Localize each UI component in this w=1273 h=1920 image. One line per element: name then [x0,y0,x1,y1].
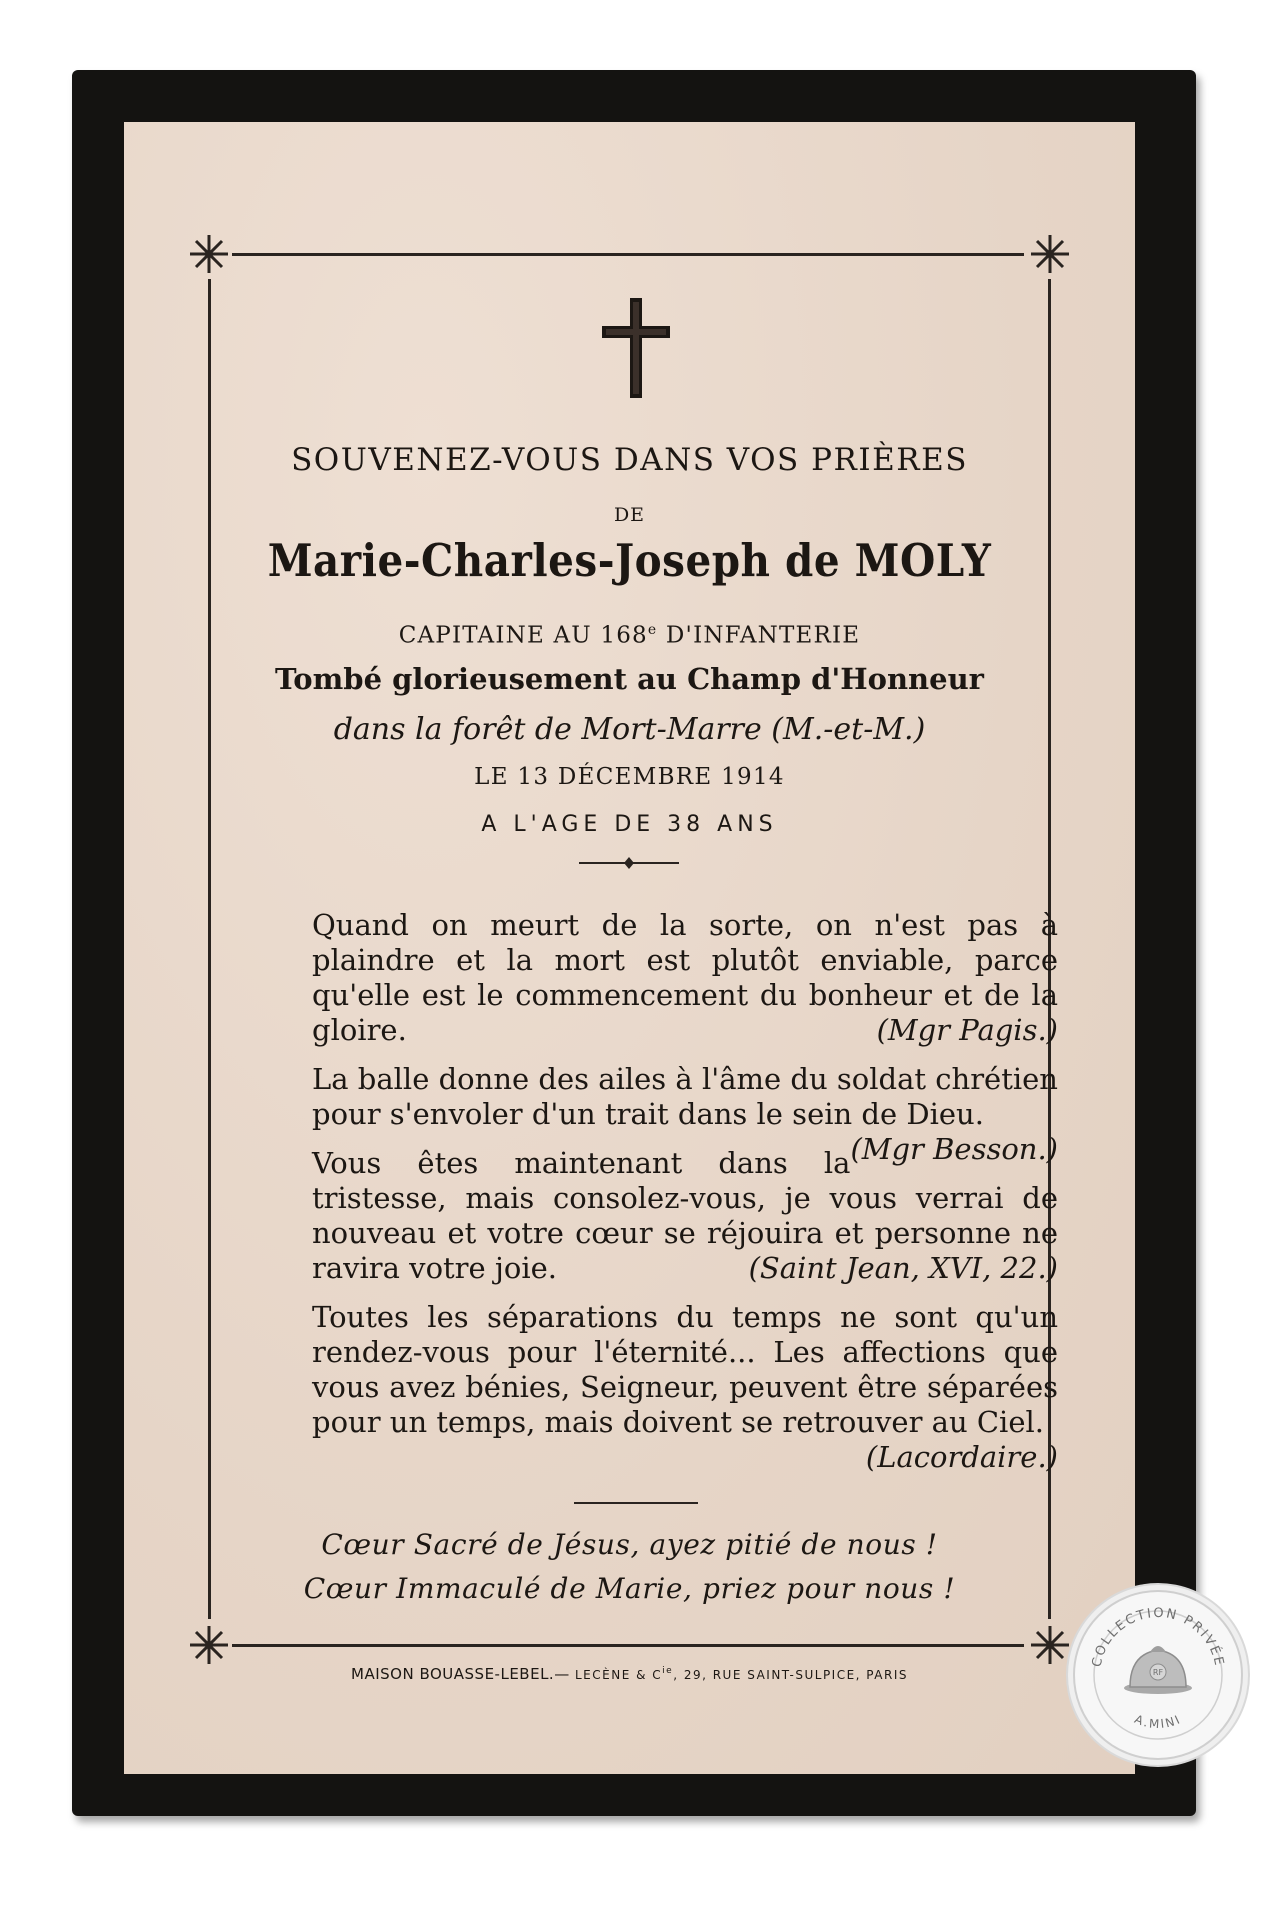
publisher-address-sup: ie [662,1666,674,1676]
helmet-text: RF [1152,1668,1164,1677]
quote-3 [312,1146,1058,1286]
quote-4 [312,1300,1058,1474]
rank-suffix: D'INFANTERIE [657,622,861,649]
quote-text: Quand on meurt de la sorte, on n'est pas à plaindre et la mort est plutôt enviable, parce qu'elle est le commencement du bonheur et de la gloire. [312,908,1058,1047]
remember-heading: SOUVENEZ-VOUS DANS VOS PRIÈRES [291,442,968,478]
quote-block [312,908,1058,1475]
quote-text: La balle donne des ailes à l'âme du soldat chrétien pour s'envoler d'un trait dans le sein de Dieu. [312,1062,1058,1131]
svg-text:A.MINI [1132,1712,1183,1731]
place-line: dans la forêt de Mort-Marre (M.-et-M.) [333,712,926,747]
age-line: A L'AGE DE 38 ANS [481,812,778,837]
quote-2 [312,1062,1058,1166]
publisher-address-suffix: , 29, RUE SAINT-SULPICE, PARIS [673,1668,908,1682]
seal-bottom-text: A.MINI [1132,1711,1184,1732]
date-line: LE 13 DÉCEMBRE 1914 [474,764,785,790]
seal-top-text: COLLECTION PRIVÉE [1089,1605,1227,1669]
quote-source: (Saint Jean, XVI, 22.) [748,1251,1058,1285]
cross-icon [596,294,676,402]
card-paper [124,122,1135,1774]
frame-bottom-line [232,1644,1024,1647]
small-divider-icon [579,856,679,870]
frame-left-line [208,279,211,1619]
corner-ornament-top-left-icon [182,227,236,281]
publisher-footer [124,1665,1135,1683]
helmet-icon [1124,1646,1192,1694]
fallen-line: Tombé glorieusement au Champ d'Honneur [275,662,984,696]
prayer-divider [574,1502,698,1504]
corner-ornament-bottom-right-icon [1023,1618,1077,1672]
quote-1 [312,908,1058,1048]
rank-sup: e [647,622,658,638]
quote-source: (Lacordaire.) [865,1440,1058,1474]
collection-seal [1073,1590,1243,1760]
quote-text: Toutes les séparations du temps ne sont qu'un rendez-vous pour l'éternité... Les affections que vous avez bénies, Seigneur, peuvent être séparées pour un temps, mais doivent se retrouver au Ciel. [312,1300,1058,1439]
rank-prefix: CAPITAINE AU 168 [398,622,648,649]
publisher-address-prefix: LECÈNE & C [574,1668,663,1682]
quote-source: (Mgr Pagis.) [876,1013,1058,1047]
deceased-name: Marie-Charles-Joseph de MOLY [267,534,992,587]
prayer-sacred-heart: Cœur Sacré de Jésus, ayez pitié de nous ! [321,1528,938,1561]
publisher-name: MAISON BOUASSE-LEBEL.— [351,1665,570,1683]
quote-source: (Mgr Besson.) [850,1132,1058,1166]
rank-line [124,622,1135,649]
collection-seal-emblem [1075,1592,1241,1758]
de-label: DE [613,504,646,526]
mourning-card [72,70,1196,1816]
prayer-immaculate-heart: Cœur Immaculé de Marie, priez pour nous ! [303,1572,956,1605]
frame-top-line [232,253,1024,256]
quote-text: Vous êtes maintenant dans la tristesse, mais consolez-vous, je vous verrai de nouveau et votre cœur se réjouira et personne ne ravira votre joie. [312,1146,1058,1285]
corner-ornament-bottom-left-icon [182,1618,236,1672]
corner-ornament-top-right-icon [1023,227,1077,281]
